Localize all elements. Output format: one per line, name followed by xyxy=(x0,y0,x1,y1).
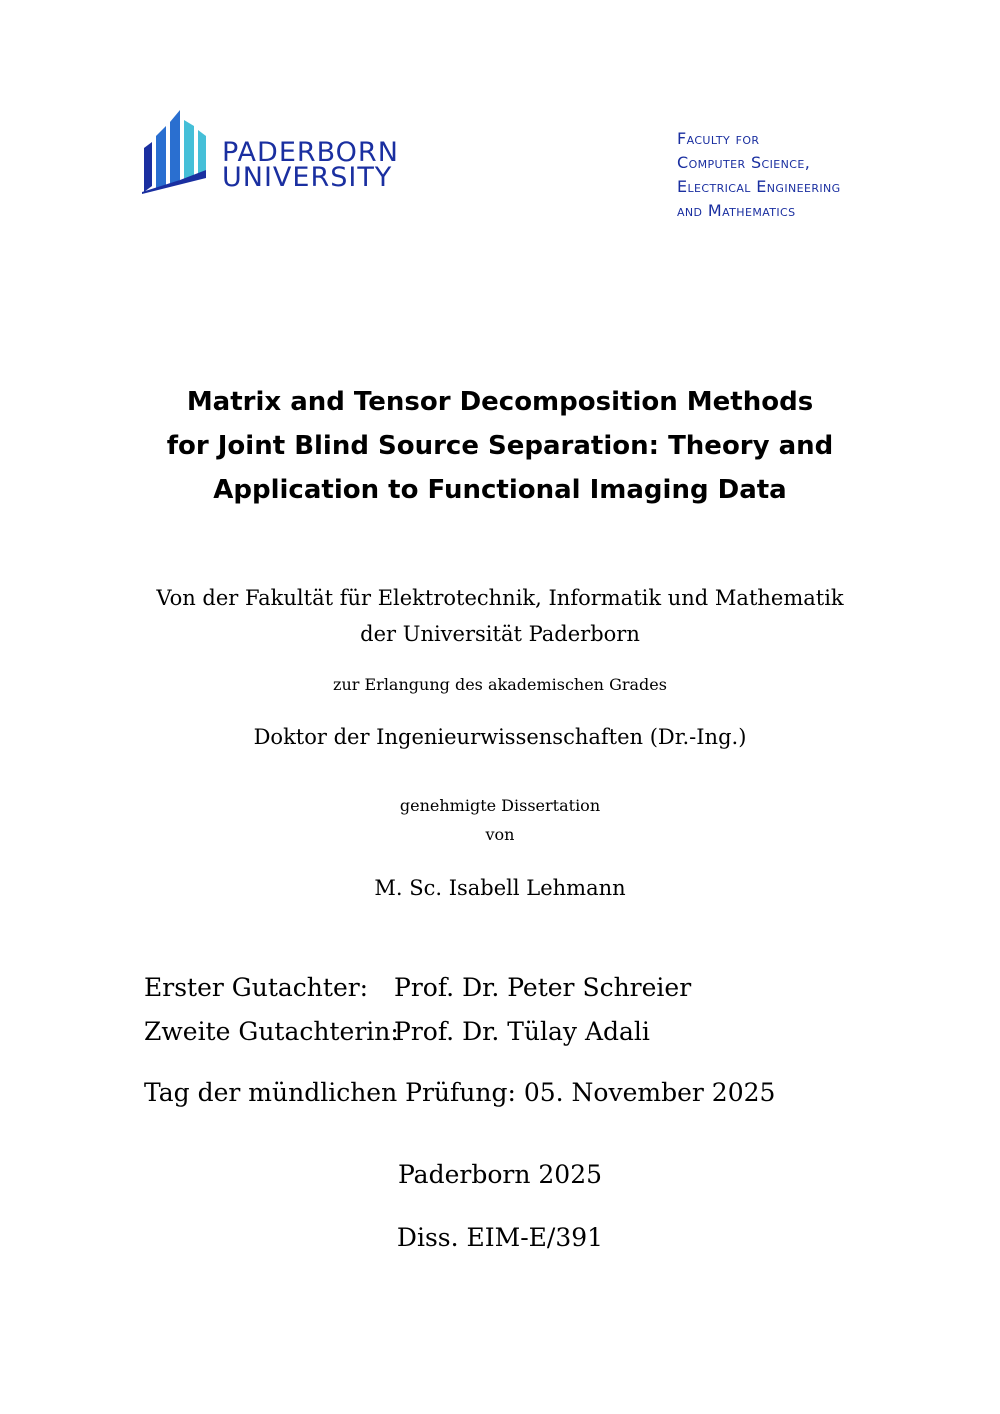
first-reviewer-name: Prof. Dr. Peter Schreier xyxy=(394,973,692,1002)
faculty-line-2: Computer Science, xyxy=(677,153,811,172)
exam-date: Tag der mündlichen Prüfung: 05. November 2025 xyxy=(144,1078,776,1107)
faculty-line-1: Faculty for xyxy=(677,129,760,148)
faculty-line-3: Electrical Engineering xyxy=(677,177,841,196)
university-logo xyxy=(140,108,410,198)
logo-wordmark xyxy=(222,137,399,193)
approved-dissertation: genehmigte Dissertation xyxy=(399,796,601,815)
title-line-3: Application to Functional Imaging Data xyxy=(213,475,787,505)
first-reviewer-label: Erster Gutachter: xyxy=(144,973,369,1002)
thesis-title xyxy=(0,380,1000,512)
logo-line-1: PADERBORN xyxy=(222,137,399,168)
second-reviewer-label: Zweite Gutachterin: xyxy=(144,1017,399,1046)
faculty-statement-line-2: der Universität Paderborn xyxy=(360,622,640,646)
second-reviewer-name: Prof. Dr. Tülay Adali xyxy=(394,1017,650,1046)
logo-line-2: UNIVERSITY xyxy=(222,162,393,193)
dissertation-number: Diss. EIM-E/391 xyxy=(396,1223,604,1252)
degree-title: Doktor der Ingenieurwissenschaften (Dr.-Ing.) xyxy=(253,725,747,749)
title-line-2: for Joint Blind Source Separation: Theory and xyxy=(166,431,834,461)
by-label: von xyxy=(485,825,515,844)
faculty-name xyxy=(677,127,841,223)
faculty-statement-line-1: Von der Fakultät für Elektrotechnik, Informatik und Mathematik xyxy=(156,586,844,610)
purpose-statement: zur Erlangung des akademischen Grades xyxy=(333,675,667,694)
title-line-1: Matrix and Tensor Decomposition Methods xyxy=(186,387,814,417)
paderborn-logo-icon xyxy=(140,108,220,198)
place-year: Paderborn 2025 xyxy=(397,1160,603,1189)
author-name: M. Sc. Isabell Lehmann xyxy=(374,876,626,900)
faculty-line-4: and Mathematics xyxy=(677,201,796,220)
